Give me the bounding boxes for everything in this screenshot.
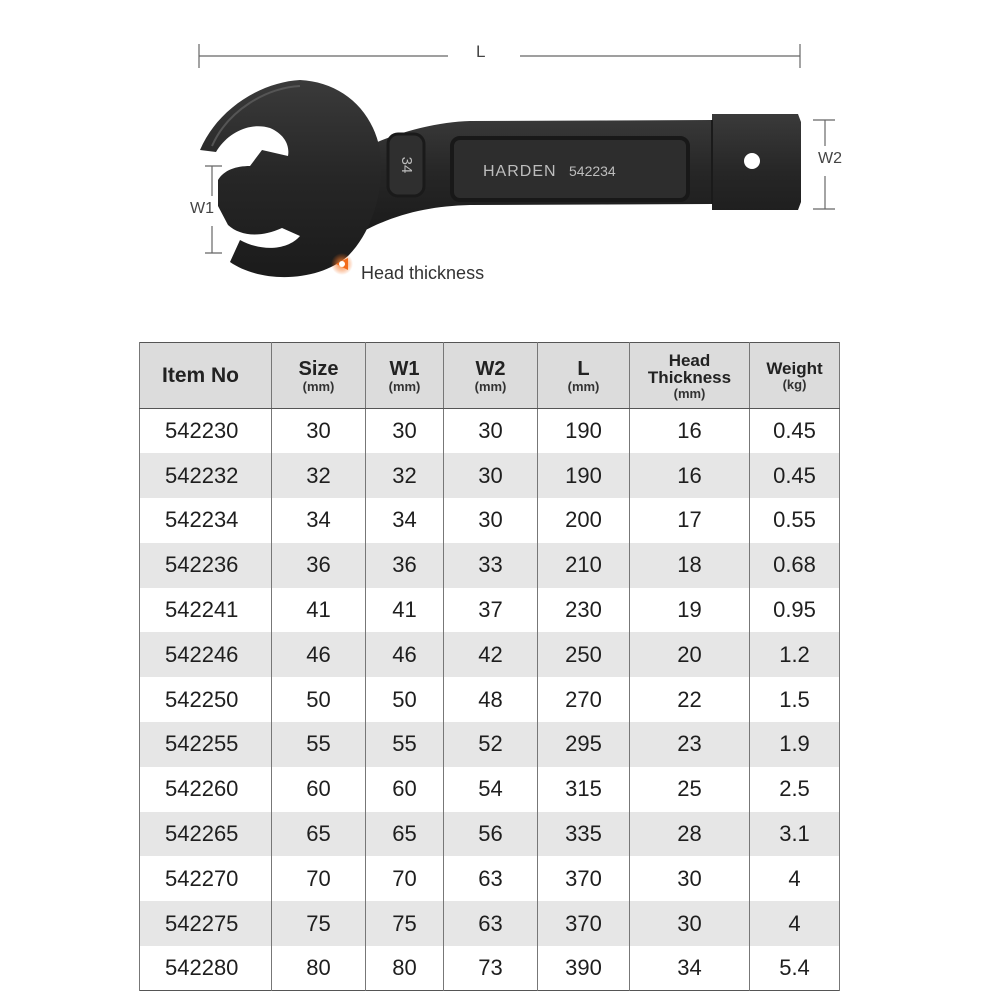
cell-length: 230 [538,588,630,633]
cell-size: 60 [272,767,366,812]
table-row [140,677,840,722]
cell-head-thickness: 16 [630,409,750,454]
cell-w1: 32 [366,453,444,498]
cell-w1: 46 [366,632,444,677]
cell-w2: 63 [444,901,538,946]
cell-w1: 50 [366,677,444,722]
cell-weight: 4 [750,901,840,946]
cell-size: 30 [272,409,366,454]
cell-w1: 41 [366,588,444,633]
cell-weight: 0.45 [750,453,840,498]
cell-size: 41 [272,588,366,633]
header-w1: W1 (mm) [366,343,444,409]
head-thickness-marker [331,253,353,275]
cell-head-thickness: 18 [630,543,750,588]
cell-length: 190 [538,453,630,498]
cell-w1: 60 [366,767,444,812]
dimension-label-W2: W2 [818,150,842,167]
cell-head-thickness: 34 [630,946,750,991]
cell-w2: 30 [444,498,538,543]
table-row [140,498,840,543]
cell-size: 80 [272,946,366,991]
cell-weight: 0.45 [750,409,840,454]
dimension-label-L: L [476,42,486,61]
header-size: Size (mm) [272,343,366,409]
cell-w1: 65 [366,812,444,857]
table-header-row [140,343,840,409]
header-length: L (mm) [538,343,630,409]
cell-head-thickness: 19 [630,588,750,633]
header-w2: W2 (mm) [444,343,538,409]
cell-item-no: 542260 [140,767,272,812]
cell-w2: 37 [444,588,538,633]
cell-length: 370 [538,856,630,901]
cell-head-thickness: 16 [630,453,750,498]
cell-w1: 34 [366,498,444,543]
cell-weight: 0.95 [750,588,840,633]
wrench-illustration [0,0,1000,320]
cell-w1: 30 [366,409,444,454]
brand-engraving: HARDEN [483,163,557,180]
cell-w2: 33 [444,543,538,588]
cell-weight: 1.2 [750,632,840,677]
table-row [140,856,840,901]
cell-length: 210 [538,543,630,588]
cell-head-thickness: 17 [630,498,750,543]
cell-w2: 63 [444,856,538,901]
cell-length: 315 [538,767,630,812]
cell-w1: 70 [366,856,444,901]
model-engraving: 542234 [569,163,616,179]
header-head-thickness: Head Thickness (mm) [630,343,750,409]
cell-head-thickness: 25 [630,767,750,812]
size-engraving: 34 [398,156,416,174]
cell-item-no: 542250 [140,677,272,722]
cell-w2: 54 [444,767,538,812]
cell-w2: 52 [444,722,538,767]
cell-head-thickness: 30 [630,856,750,901]
table-row [140,632,840,677]
cell-head-thickness: 22 [630,677,750,722]
table-row [140,901,840,946]
cell-size: 34 [272,498,366,543]
cell-length: 390 [538,946,630,991]
table-row [140,946,840,991]
head-thickness-label: Head thickness [361,263,485,283]
wrench-diagram [0,0,1000,320]
header-weight: Weight (kg) [750,343,840,409]
dimension-line-L [199,44,800,68]
cell-length: 250 [538,632,630,677]
cell-weight: 4 [750,856,840,901]
table-row [140,722,840,767]
cell-length: 335 [538,812,630,857]
cell-length: 270 [538,677,630,722]
cell-w2: 56 [444,812,538,857]
table-row [140,543,840,588]
cell-item-no: 542234 [140,498,272,543]
cell-size: 32 [272,453,366,498]
cell-length: 200 [538,498,630,543]
table-row [140,409,840,454]
cell-w2: 30 [444,409,538,454]
cell-item-no: 542255 [140,722,272,767]
cell-size: 65 [272,812,366,857]
cell-w2: 30 [444,453,538,498]
cell-item-no: 542241 [140,588,272,633]
table-row [140,453,840,498]
cell-head-thickness: 23 [630,722,750,767]
cell-item-no: 542270 [140,856,272,901]
cell-size: 55 [272,722,366,767]
cell-head-thickness: 30 [630,901,750,946]
cell-w2: 42 [444,632,538,677]
cell-item-no: 542280 [140,946,272,991]
cell-w1: 55 [366,722,444,767]
cell-size: 36 [272,543,366,588]
cell-size: 70 [272,856,366,901]
cell-head-thickness: 20 [630,632,750,677]
cell-size: 46 [272,632,366,677]
cell-w1: 80 [366,946,444,991]
cell-weight: 1.5 [750,677,840,722]
table-row [140,812,840,857]
cell-item-no: 542246 [140,632,272,677]
spec-table [139,342,840,991]
cell-item-no: 542232 [140,453,272,498]
cell-w1: 36 [366,543,444,588]
cell-weight: 0.55 [750,498,840,543]
table-row [140,767,840,812]
table-row [140,588,840,633]
cell-w2: 73 [444,946,538,991]
dimension-label-W1: W1 [190,200,214,217]
cell-weight: 5.4 [750,946,840,991]
cell-item-no: 542275 [140,901,272,946]
cell-item-no: 542230 [140,409,272,454]
table-body [140,409,840,991]
cell-weight: 1.9 [750,722,840,767]
cell-length: 370 [538,901,630,946]
cell-size: 50 [272,677,366,722]
cell-head-thickness: 28 [630,812,750,857]
cell-length: 190 [538,409,630,454]
header-item-no: Item No [140,343,272,409]
cell-item-no: 542265 [140,812,272,857]
cell-weight: 3.1 [750,812,840,857]
cell-weight: 2.5 [750,767,840,812]
cell-size: 75 [272,901,366,946]
cell-item-no: 542236 [140,543,272,588]
cell-length: 295 [538,722,630,767]
cell-weight: 0.68 [750,543,840,588]
cell-w1: 75 [366,901,444,946]
cell-w2: 48 [444,677,538,722]
